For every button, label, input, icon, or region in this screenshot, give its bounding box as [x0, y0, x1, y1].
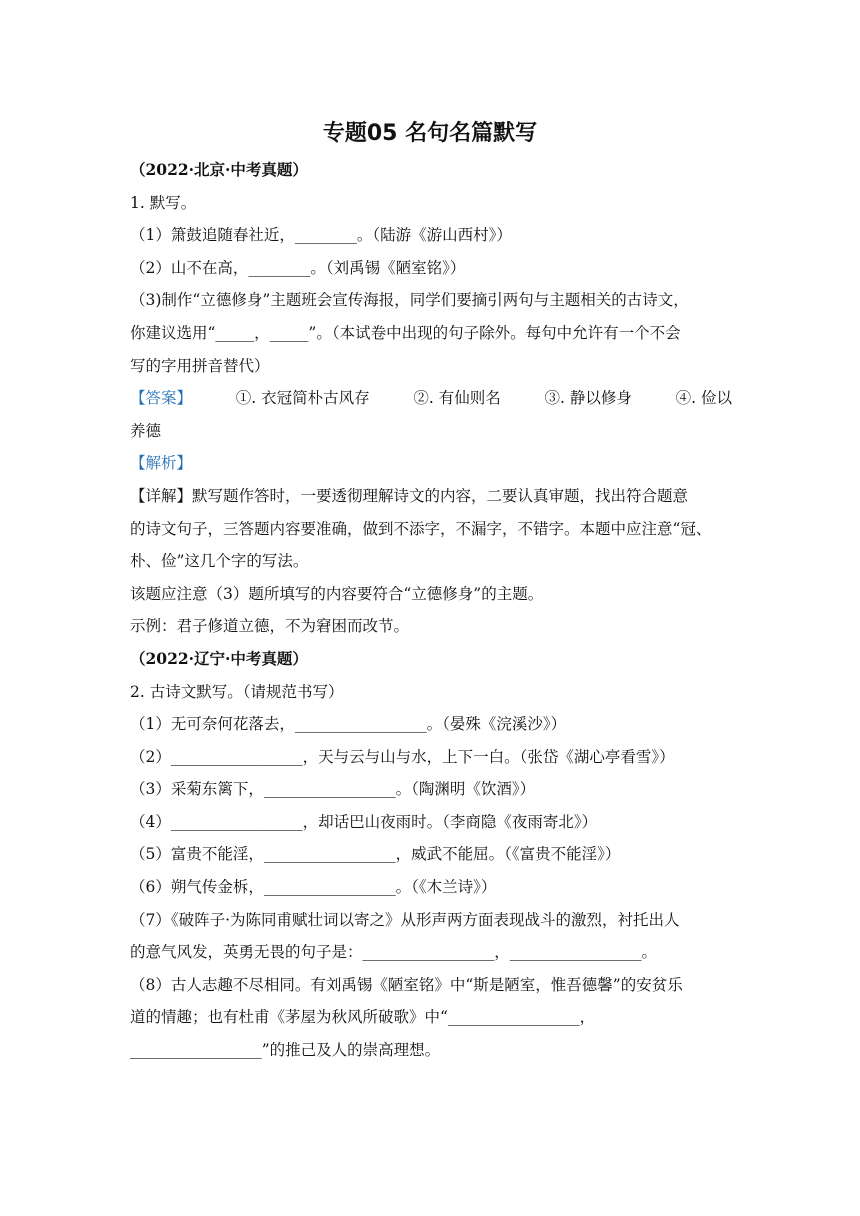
q2-item-2: （2）_________________，天与云与山与水，上下一白。（张岱《湖心亭看雪》） [130, 747, 675, 766]
q1-note: 该题应注意（3）题所填写的内容要符合“立德修身”的主题。 [130, 584, 544, 603]
q1-example: 示例：君子修道立德，不为窘困而改节。 [130, 617, 410, 636]
q1-stem: 1. 默写。 [130, 193, 197, 212]
q2-item-5: （5）富贵不能淫，_________________，威武不能屈。（《富贵不能淫》） [130, 845, 621, 864]
detail-line2: 的诗文句子，三答题内容要准确，做到不添字，不漏字，不错字。本题中应注意“冠、 [130, 519, 712, 538]
answer-4: ④. 俭以 [675, 389, 732, 408]
answer-3: ③. 静以修身 [544, 389, 632, 408]
q2-sub8-line1: （8）古人志趣不尽相同。有刘禹锡《陋室铭》中“斯是陋室，惟吾德馨”的安贫乐 [130, 975, 683, 994]
answer-continuation: 养德 [130, 421, 162, 440]
q2-source: （2022·辽宁·中考真题） [130, 648, 308, 668]
q2-item-4: （4）_________________，却话巴山夜雨时。（李商隐《夜雨寄北》） [130, 812, 598, 831]
q2-sub7-line1: （7）《破阵子·为陈同甫赋壮词以寄之》从形声两方面表现战斗的激烈，衬托出人 [130, 910, 680, 929]
q2-stem: 2. 古诗文默写。（请规范书写） [130, 682, 344, 701]
q1-sub3-line3: 写的字用拼音替代） [130, 356, 270, 375]
q1-sub1: （1）箫鼓追随春社近，________。（陆游《游山西村》） [130, 226, 512, 245]
document-body [130, 154, 732, 1067]
answer-1: ①. 衣冠简朴古风存 [235, 389, 370, 408]
q2-item-6: （6）朔气传金柝，_________________。（《木兰诗》） [130, 878, 497, 897]
answer-tag: 【答案】 [130, 389, 193, 408]
q1-sub3-line2: 你建议选用“_____，_____”。（本试卷中出现的句子除外。每句中允许有一个不会 [130, 323, 681, 342]
q2-item-3: （3）采菊东篱下，_________________。（陶渊明《饮酒》） [130, 780, 536, 799]
detail-line3: 朴、俭”这几个字的写法。 [130, 552, 309, 571]
q2-sub7-line2: 的意气风发，英勇无畏的句子是：_________________，_________________。 [130, 943, 658, 962]
detail-line1: 【详解】默写题作答时，一要透彻理解诗文的内容，二要认真审题，找出符合题意 [130, 486, 689, 505]
q1-sub3-line1: （3)制作“立德修身”主题班会宣传海报，同学们要摘引两句与主题相关的古诗文， [130, 291, 689, 310]
q2-sub8-line3: _________________”的推己及人的崇高理想。 [130, 1041, 441, 1060]
page-title: 专题05 名句名篇默写 [322, 121, 538, 146]
q2-item-1: （1）无可奈何花落去，_________________。（晏殊《浣溪沙》） [130, 715, 567, 734]
q2-sub8-line2: 道的情趣；也有杜甫《茅屋为秋风所破歌》中“_________________， [130, 1008, 596, 1027]
q1-sub2: （2）山不在高，________。（刘禹锡《陋室铭》） [130, 258, 466, 277]
q1-source: （2022·北京·中考真题） [130, 160, 308, 179]
analysis-tag: 【解析】 [130, 454, 193, 473]
answer-2: ②. 有仙则名 [413, 389, 501, 408]
q1-answer-line [130, 382, 732, 415]
